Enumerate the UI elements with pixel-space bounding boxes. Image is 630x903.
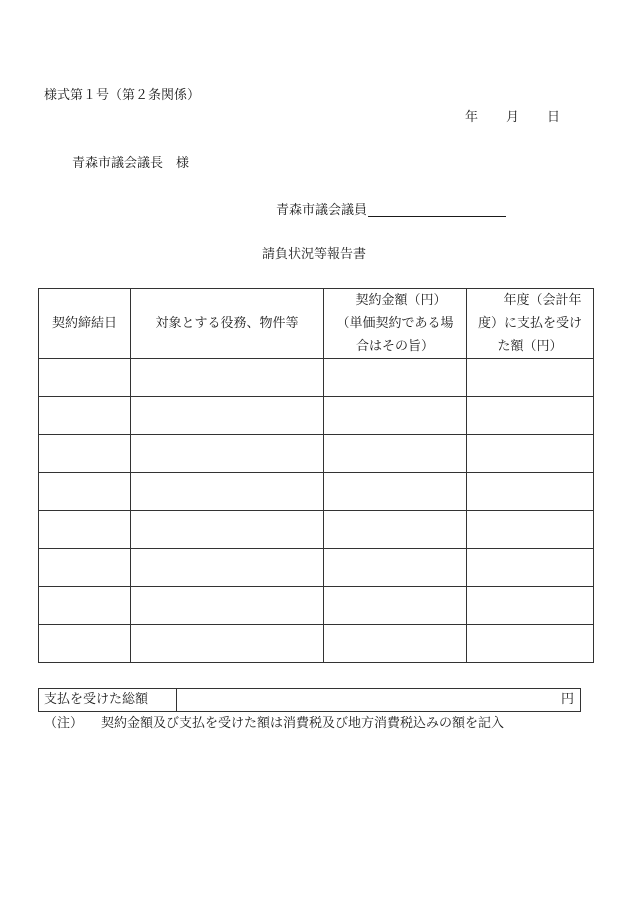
header-contract-date-label: 契約締結日: [51, 316, 117, 331]
member-name-line[interactable]: [368, 203, 506, 217]
cell-subject[interactable]: [131, 587, 324, 625]
cell-subject[interactable]: [131, 473, 324, 511]
table-row: [39, 359, 594, 397]
cell-contract-date[interactable]: [39, 359, 131, 397]
header-amount-paid: [467, 289, 594, 359]
footnote: [44, 717, 504, 730]
contract-table: [38, 288, 594, 663]
cell-amount-paid[interactable]: [467, 359, 594, 397]
cell-contract-date[interactable]: [39, 625, 131, 663]
cell-contract-amount[interactable]: [324, 549, 467, 587]
cell-amount-paid[interactable]: [467, 625, 594, 663]
cell-amount-paid[interactable]: [467, 511, 594, 549]
date-month: 月: [506, 110, 520, 125]
table-row: [39, 435, 594, 473]
cell-subject[interactable]: [131, 549, 324, 587]
cell-contract-date[interactable]: [39, 435, 131, 473]
cell-subject[interactable]: [131, 435, 324, 473]
cell-subject[interactable]: [131, 397, 324, 435]
cell-amount-paid[interactable]: [467, 473, 594, 511]
cell-amount-paid[interactable]: [467, 587, 594, 625]
table-row: [39, 549, 594, 587]
cell-subject[interactable]: [131, 359, 324, 397]
table-header-row: [39, 289, 594, 359]
header-subject: [131, 289, 324, 359]
table-row: [39, 511, 594, 549]
date-day: 日: [547, 110, 561, 125]
header-amount-line: 合はその旨）: [355, 339, 434, 354]
document-title: 請負状況等報告書: [262, 247, 367, 262]
cell-contract-amount[interactable]: [324, 625, 467, 663]
member-field: [276, 203, 506, 217]
cell-amount-paid[interactable]: [467, 549, 594, 587]
member-label: 青森市議会議員: [276, 203, 368, 218]
footnote-text: 契約金額及び支払を受けた額は消費税及び地方消費税込みの額を記入: [101, 716, 505, 731]
cell-contract-date[interactable]: [39, 473, 131, 511]
table-row: [39, 397, 594, 435]
total-amount-label: 支払を受けた総額: [39, 689, 177, 711]
cell-contract-amount[interactable]: [324, 511, 467, 549]
cell-subject[interactable]: [131, 511, 324, 549]
cell-contract-amount[interactable]: [324, 359, 467, 397]
date-year: 年: [465, 110, 479, 125]
cell-contract-amount[interactable]: [324, 473, 467, 511]
header-paid-line: た額（円）: [497, 339, 563, 354]
form-number: 様式第１号（第２条関係）: [44, 88, 201, 103]
header-contract-date: [39, 289, 131, 359]
header-paid-line: 年度（会計年: [490, 293, 582, 308]
table-row: [39, 625, 594, 663]
cell-subject[interactable]: [131, 625, 324, 663]
cell-contract-date[interactable]: [39, 587, 131, 625]
cell-amount-paid[interactable]: [467, 397, 594, 435]
header-contract-amount: [324, 289, 467, 359]
cell-contract-amount[interactable]: [324, 435, 467, 473]
total-amount-unit: 円: [560, 692, 574, 707]
cell-contract-date[interactable]: [39, 397, 131, 435]
header-subject-label: 対象とする役務、物件等: [155, 316, 299, 331]
header-amount-line: （単価契約である場: [336, 316, 454, 331]
total-amount-field[interactable]: [177, 689, 580, 711]
header-amount-line: 契約金額（円）: [355, 293, 447, 308]
table-row: [39, 473, 594, 511]
header-paid-line: 度）に支払を受け: [477, 316, 582, 331]
cell-contract-amount[interactable]: [324, 397, 467, 435]
cell-contract-amount[interactable]: [324, 587, 467, 625]
addressee: 青森市議会議長 様: [72, 156, 190, 171]
cell-amount-paid[interactable]: [467, 435, 594, 473]
footnote-prefix: （注）: [44, 716, 84, 731]
total-amount-box: [38, 688, 581, 712]
cell-contract-date[interactable]: [39, 549, 131, 587]
table-row: [39, 587, 594, 625]
cell-contract-date[interactable]: [39, 511, 131, 549]
